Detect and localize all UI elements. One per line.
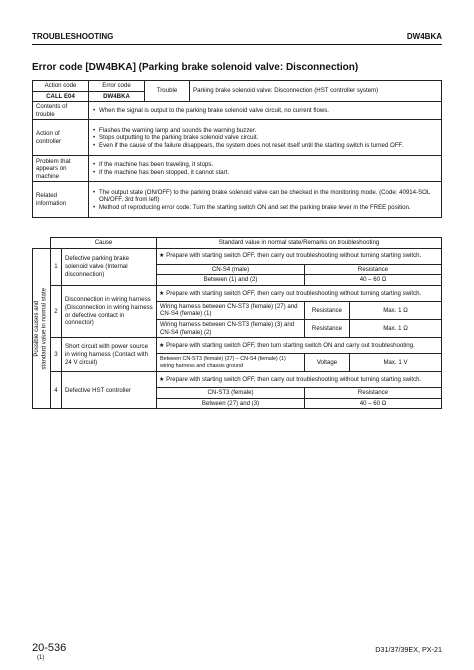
- info-label-action: Action of controller: [33, 120, 89, 156]
- info-label-problem: Problem that appears on machine: [33, 156, 89, 182]
- check-col-value: 40 – 60 Ω: [305, 275, 442, 286]
- header-section: TROUBLESHOOTING: [32, 32, 114, 41]
- check-value: Max. 1 Ω: [350, 320, 442, 338]
- check-item: Wiring harness between CN-ST3 (female) (3) and CN-S4 (female) (2): [157, 320, 305, 338]
- action-code-label: Action code: [33, 81, 89, 92]
- info-item: • Even if the cause of the failure disappears, the system does not reset itself until the starting switch is turned OFF.: [99, 142, 438, 150]
- page-sub-number: (1): [37, 655, 45, 661]
- info-item: • If the machine has been traveling, it stops.: [99, 161, 438, 169]
- info-item: • When the signal is output to the parking brake solenoid valve circuit, no current flows.: [99, 107, 438, 115]
- cause-number: 2: [51, 285, 62, 337]
- check-col-header: Resistance: [305, 264, 442, 275]
- cause-number: 4: [51, 372, 62, 409]
- info-item: • The output state (ON/OFF) to the parking brake solenoid valve can be checked in the monitoring mode. (Code: 40914-SOL ON/OFF, 3rd from left): [99, 189, 438, 204]
- cause-description: Short circuit with power source in wiring harness (Contact with 24 V circuit): [62, 338, 157, 372]
- cause-note: ★ Prepare with starting switch OFF, then turn starting switch ON and carry out troubleshooting.: [157, 338, 442, 354]
- error-code-value: DW4BKA: [89, 91, 145, 102]
- cause-number: 3: [51, 338, 62, 372]
- causes-table: [32, 237, 442, 409]
- check-col-value: Between (1) and (2): [157, 275, 305, 286]
- page-number: 20-536: [32, 642, 67, 654]
- check-col-header: CN-S4 (male): [157, 264, 305, 275]
- check-value: Max. 1 V: [350, 354, 442, 372]
- cause-description: Defective parking brake solenoid valve (Internal disconnection): [62, 248, 157, 285]
- standard-header: Standard value in normal state/Remarks on troubleshooting: [157, 238, 442, 249]
- cause-number: 1: [51, 248, 62, 285]
- cause-description: Disconnection in wiring harness (Disconnection in wiring harness or defective contact in connector): [62, 285, 157, 337]
- info-label-related: Related information: [33, 182, 89, 218]
- page-title: Error code [DW4BKA] (Parking brake solenoid valve: Disconnection): [32, 62, 359, 73]
- cause-description: Defective HST controller: [62, 372, 157, 409]
- check-item: Wiring harness between CN-ST3 (female) (27) and CN-S4 (female) (1): [157, 301, 305, 319]
- cause-note: ★ Prepare with starting switch OFF, then carry out troubleshooting without turning starting switch.: [157, 285, 442, 301]
- info-item: • Method of reproducing error code: Turn the starting switch ON and set the parking brake lever in the FREE position.: [99, 204, 438, 212]
- error-code-label: Error code: [89, 81, 145, 92]
- page-header: [32, 30, 442, 45]
- check-kind: Resistance: [305, 320, 350, 338]
- trouble-label: Trouble: [145, 81, 190, 102]
- cause-note: ★ Prepare with starting switch OFF, then carry out troubleshooting without turning starting switch.: [157, 248, 442, 264]
- check-item: Between CN-ST3 (female) (27) – CN-S4 (female) (1) wiring harness and chassis ground: [157, 354, 305, 372]
- header-code: DW4BKA: [406, 32, 442, 41]
- model-label: D31/37/39EX, PX-21: [375, 645, 442, 654]
- check-col-header: Resistance: [305, 388, 442, 399]
- cause-header: Cause: [51, 238, 157, 249]
- check-kind: Resistance: [305, 301, 350, 319]
- info-item: • Stops outputting to the parking brake solenoid valve circuit.: [99, 134, 438, 142]
- causes-side-label: Possible causes and standard value in normal state: [33, 287, 48, 370]
- check-col-header: CN-ST3 (female): [157, 388, 305, 399]
- info-label-contents: Contents of trouble: [33, 102, 89, 120]
- action-code-value: CALL E04: [33, 91, 89, 102]
- check-col-value: 40 – 60 Ω: [305, 398, 442, 409]
- info-item: • If the machine has been stopped, it cannot start.: [99, 169, 438, 177]
- check-kind: Voltage: [305, 354, 350, 372]
- check-col-value: Between (27) and (3): [157, 398, 305, 409]
- check-value: Max. 1 Ω: [350, 301, 442, 319]
- info-item: • Flashes the warning lamp and sounds the warning buzzer.: [99, 127, 438, 135]
- cause-note: ★ Prepare with starting switch OFF, then carry out troubleshooting without turning starting switch.: [157, 372, 442, 388]
- trouble-text: Parking brake solenoid valve: Disconnection (HST controller system): [190, 81, 442, 102]
- error-info-table: [32, 80, 442, 218]
